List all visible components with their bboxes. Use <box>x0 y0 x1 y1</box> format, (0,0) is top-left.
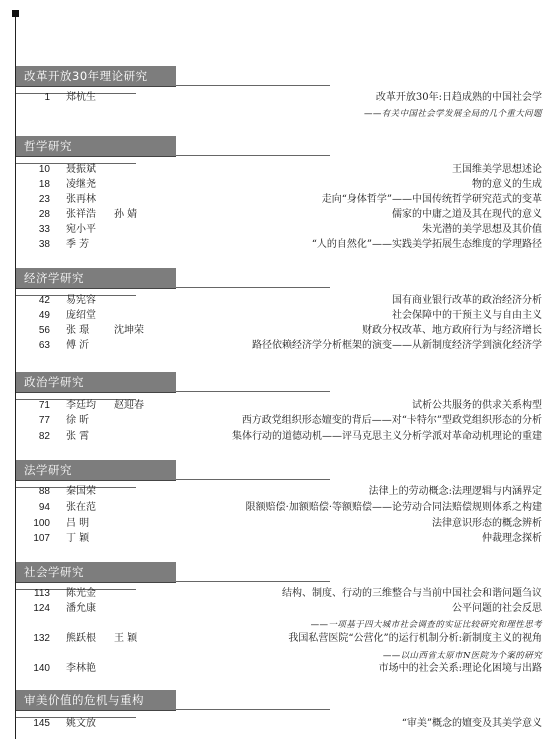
page-number: 140 <box>33 663 50 674</box>
article-title: 儒家的中庸之道及其在现代的意义 <box>392 209 542 220</box>
section-title: 法学研究 <box>24 463 72 477</box>
toc-entry[interactable] <box>16 602 550 616</box>
toc-entry[interactable] <box>16 399 550 413</box>
author-name: 李林艳 <box>66 663 96 674</box>
article-title: 王国维美学思想述论 <box>452 164 542 175</box>
page-number: 42 <box>38 295 50 306</box>
section-heading <box>16 562 176 583</box>
toc-entry[interactable] <box>16 485 550 499</box>
page-number: 77 <box>38 415 50 426</box>
author-name: 李廷均 <box>66 400 96 411</box>
section-underline <box>176 391 330 392</box>
section-underline <box>176 287 330 288</box>
section-title: 社会学研究 <box>24 565 84 579</box>
article-title: 路径依赖经济学分析框架的演变——从新制度经济学到演化经济学 <box>252 340 542 351</box>
page-number: 124 <box>33 603 50 614</box>
toc-entry[interactable] <box>16 587 550 601</box>
author-name: 凌继尧 <box>66 179 96 190</box>
page-number: 49 <box>38 310 50 321</box>
author-name: 丁 颖 <box>66 533 90 544</box>
author-name: 易宪容 <box>66 295 96 306</box>
author-name: 张 璟 <box>66 325 90 336</box>
author-name: 吕 明 <box>66 518 90 529</box>
author-name: 傅 沂 <box>66 340 90 351</box>
author-name: 潘允康 <box>66 603 96 614</box>
toc-entry[interactable] <box>16 208 550 222</box>
toc-section <box>16 690 550 729</box>
article-title: 法律意识形态的概念辨析 <box>432 518 542 529</box>
page-number: 94 <box>38 502 50 513</box>
section-heading <box>16 136 176 157</box>
toc-entry[interactable] <box>16 309 550 323</box>
article-title: 西方政党组织形态嬗变的背后——对“卡特尔”型政党组织形态的分析 <box>241 415 542 426</box>
section-heading <box>16 268 176 289</box>
toc-entry[interactable] <box>16 91 550 105</box>
section-title: 经济学研究 <box>24 271 84 285</box>
article-title: 试析公共服务的供求关系构型 <box>412 400 542 411</box>
article-title: 物的意义的生成 <box>472 179 542 190</box>
article-title: “审美”概念的嬗变及其美学意义 <box>401 718 542 729</box>
toc-subtitle-row <box>16 107 550 121</box>
author-name: 聂振斌 <box>66 164 96 175</box>
toc-entry[interactable] <box>16 193 550 207</box>
article-title: 走向“身体哲学”——中国传统哲学研究范式的变革 <box>321 194 542 205</box>
article-title: 财政分权改革、地方政府行为与经济增长 <box>362 325 542 336</box>
article-subtitle: ——有关中国社会学发展全局的几个重大问题 <box>363 109 542 119</box>
toc-entry[interactable] <box>16 223 550 237</box>
article-title: 结构、制度、行动的三维整合与当前中国社会和谐问题刍议 <box>282 588 542 599</box>
article-subtitle: ——一项基于四大城市社会调查的实证比较研究和理性思考 <box>310 620 542 630</box>
toc-entry[interactable] <box>16 178 550 192</box>
corner-marker <box>12 10 19 17</box>
page-number: 82 <box>38 431 50 442</box>
author-name: 张在范 <box>66 502 96 513</box>
article-title: 市场中的社会关系:理论化困境与出路 <box>378 663 542 674</box>
page-number: 38 <box>38 239 50 250</box>
toc-section <box>16 372 550 442</box>
article-title: 社会保障中的干预主义与自由主义 <box>392 310 542 321</box>
article-title: 国有商业银行改革的政治经济分析 <box>392 295 542 306</box>
page-number: 88 <box>38 486 50 497</box>
article-title: “人的自然化”——实践美学拓展生态维度的学理路径 <box>311 239 542 250</box>
author-name: 张 霄 <box>66 431 90 442</box>
article-title: 改革开放30年:日趋成熟的中国社会学 <box>375 92 542 103</box>
author-name: 秦国荣 <box>66 486 96 497</box>
section-title: 改革开放30年理论研究 <box>24 69 148 83</box>
section-title: 审美价值的危机与重构 <box>24 693 144 707</box>
toc-entry[interactable] <box>16 662 550 676</box>
toc-entry[interactable] <box>16 339 550 353</box>
page-number: 100 <box>33 518 50 529</box>
coauthor-name: 孙 婧 <box>114 209 138 220</box>
toc-section <box>16 460 550 544</box>
section-heading <box>16 66 176 87</box>
toc-entry[interactable] <box>16 501 550 515</box>
toc-entry[interactable] <box>16 717 550 731</box>
article-title: 限额赔偿·加额赔偿·等额赔偿——论劳动合同法赔偿规则体系之构建 <box>245 502 542 513</box>
coauthor-name: 赵迎春 <box>114 400 144 411</box>
page-number: 18 <box>38 179 50 190</box>
page-number: 107 <box>33 533 50 544</box>
toc-entry[interactable] <box>16 163 550 177</box>
author-name: 熊跃根 <box>66 633 96 644</box>
section-title: 哲学研究 <box>24 139 72 153</box>
toc-section <box>16 268 550 351</box>
article-title: 法律上的劳动概念:法理逻辑与内涵界定 <box>368 486 542 497</box>
page-number: 28 <box>38 209 50 220</box>
section-heading <box>16 460 176 481</box>
article-title: 公平问题的社会反思 <box>452 603 542 614</box>
article-title: 仲裁理念探析 <box>482 533 542 544</box>
toc-entry[interactable] <box>16 414 550 428</box>
coauthor-name: 沈坤荣 <box>114 325 144 336</box>
section-heading <box>16 690 176 711</box>
page-number: 10 <box>38 164 50 175</box>
toc-entry[interactable] <box>16 532 550 546</box>
toc-section <box>16 562 550 674</box>
toc-section <box>16 136 550 250</box>
section-title: 政治学研究 <box>24 375 84 389</box>
page-number: 23 <box>38 194 50 205</box>
section-underline <box>176 155 330 156</box>
toc-entry[interactable] <box>16 632 550 646</box>
page-number: 63 <box>38 340 50 351</box>
section-underline <box>176 709 330 710</box>
toc-section <box>16 66 550 119</box>
page-number: 145 <box>33 718 50 729</box>
author-name: 宛小平 <box>66 224 96 235</box>
toc-entry[interactable] <box>16 517 550 531</box>
author-name: 季 芳 <box>66 239 90 250</box>
author-name: 张再林 <box>66 194 96 205</box>
section-underline <box>176 479 330 480</box>
author-name: 郑杭生 <box>66 92 96 103</box>
toc-entry[interactable] <box>16 238 550 252</box>
section-underline <box>176 581 330 582</box>
author-name: 徐 昕 <box>66 415 90 426</box>
article-title: 我国私营医院“公营化”的运行机制分析:新制度主义的视角 <box>288 633 542 644</box>
author-name: 张祥浩 <box>66 209 96 220</box>
author-name: 庞绍堂 <box>66 310 96 321</box>
toc-entry[interactable] <box>16 294 550 308</box>
toc-entry[interactable] <box>16 324 550 338</box>
author-name: 陈光金 <box>66 588 96 599</box>
page-number: 1 <box>44 92 50 103</box>
page-number: 132 <box>33 633 50 644</box>
coauthor-name: 王 颖 <box>114 633 138 644</box>
page-number: 56 <box>38 325 50 336</box>
toc-subtitle-row <box>16 618 550 632</box>
page-number: 113 <box>34 588 50 599</box>
article-title: 朱光潜的美学思想及其价值 <box>422 224 542 235</box>
section-underline <box>176 85 330 86</box>
page-number: 33 <box>38 224 50 235</box>
toc-subtitle-row <box>16 649 550 663</box>
page-number: 71 <box>38 400 50 411</box>
toc-entry[interactable] <box>16 430 550 444</box>
author-name: 姚文放 <box>66 718 96 729</box>
article-title: 集体行动的道德动机——评马克思主义分析学派对革命动机理论的重建 <box>232 431 542 442</box>
section-heading <box>16 372 176 393</box>
article-subtitle: ——以山西省太原市N医院为个案的研究 <box>382 651 542 661</box>
